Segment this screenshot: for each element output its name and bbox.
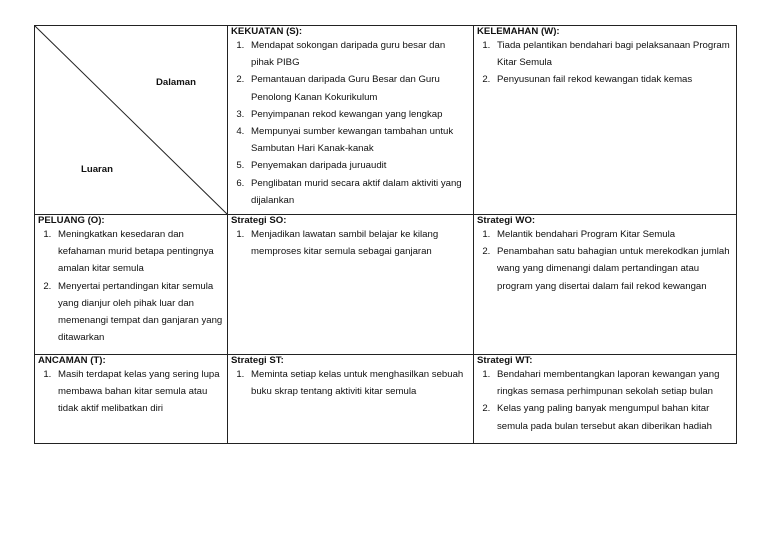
strategy-so-list (231, 226, 470, 260)
opportunities-list (38, 226, 224, 346)
strengths-list (231, 37, 470, 209)
strategy-wt-cell (474, 355, 737, 444)
list-item: 1. Meminta setiap kelas untuk menghasilkan sebuah buku skrap tentang aktiviti kitar semula (247, 366, 470, 400)
strategy-wo-list (477, 226, 733, 295)
list-item: 2. Pemantauan daripada Guru Besar dan Guru Penolong Kanan Kokurikulum (247, 71, 470, 105)
diagonal-divider (35, 26, 228, 215)
list-item: 1. Menjadikan lawatan sambil belajar ke kilang memproses kitar semula sebagai ganjaran (247, 226, 470, 260)
strategy-st-title: Strategi ST: (231, 355, 284, 366)
swot-matrix-table (34, 25, 737, 444)
strategy-wo-cell (474, 215, 737, 355)
list-item: 5. Penyemakan daripada juruaudit (247, 157, 470, 174)
strategy-st-list (231, 366, 470, 400)
strengths-cell (228, 26, 474, 215)
list-item: 4. Mempunyai sumber kewangan tambahan untuk Sambutan Hari Kanak-kanak (247, 123, 470, 157)
list-item: 1. Mendapat sokongan daripada guru besar dan pihak PIBG (247, 37, 470, 71)
threats-list (38, 366, 224, 418)
threats-title: ANCAMAN (T): (38, 355, 106, 366)
list-item: 1. Meningkatkan kesedaran dan kefahaman murid betapa pentingnya amalan kitar semula (54, 226, 224, 278)
list-item: 6. Penglibatan murid secara aktif dalam aktiviti yang dijalankan (247, 175, 470, 209)
strategy-so-cell (228, 215, 474, 355)
strengths-title: KEKUATAN (S): (231, 26, 303, 37)
list-item: 2. Kelas yang paling banyak mengumpul bahan kitar semula pada bulan tersebut akan diberikan hadiah (493, 400, 733, 434)
corner-cell (35, 26, 228, 215)
list-item: 1. Melantik bendahari Program Kitar Semula (493, 226, 733, 243)
strategy-wt-title: Strategi WT: (477, 355, 533, 366)
strategy-wt-list (477, 366, 733, 435)
internal-label: Dalaman (156, 77, 196, 88)
list-item: 3. Penyimpanan rekod kewangan yang lengkap (247, 106, 470, 123)
weaknesses-title: KELEMAHAN (W): (477, 26, 560, 37)
list-item: 2. Menyertai pertandingan kitar semula yang dianjur oleh pihak luar dan memenangi tempat dan ganjaran yang ditawarkan (54, 278, 224, 347)
weaknesses-cell (474, 26, 737, 215)
list-item: 1. Tiada pelantikan bendahari bagi pelaksanaan Program Kitar Semula (493, 37, 733, 71)
opportunities-cell (35, 215, 228, 355)
external-label: Luaran (81, 164, 113, 175)
list-item: 2. Penambahan satu bahagian untuk merekodkan jumlah wang yang dimenangi dalam pertandingan atau program yang disertai dalam fail rekod kewangan (493, 243, 733, 295)
opportunities-title: PELUANG (O): (38, 215, 105, 226)
list-item: 2. Penyusunan fail rekod kewangan tidak kemas (493, 71, 733, 88)
list-item: 1. Masih terdapat kelas yang sering lupa membawa bahan kitar semula atau tidak aktif melibatkan diri (54, 366, 224, 418)
strategy-wo-title: Strategi WO: (477, 215, 536, 226)
weaknesses-list (477, 37, 733, 89)
strategy-st-cell (228, 355, 474, 444)
strategy-so-title: Strategi SO: (231, 215, 287, 226)
threats-cell (35, 355, 228, 444)
list-item: 1. Bendahari membentangkan laporan kewangan yang ringkas semasa perhimpunan sekolah setiap bulan (493, 366, 733, 400)
